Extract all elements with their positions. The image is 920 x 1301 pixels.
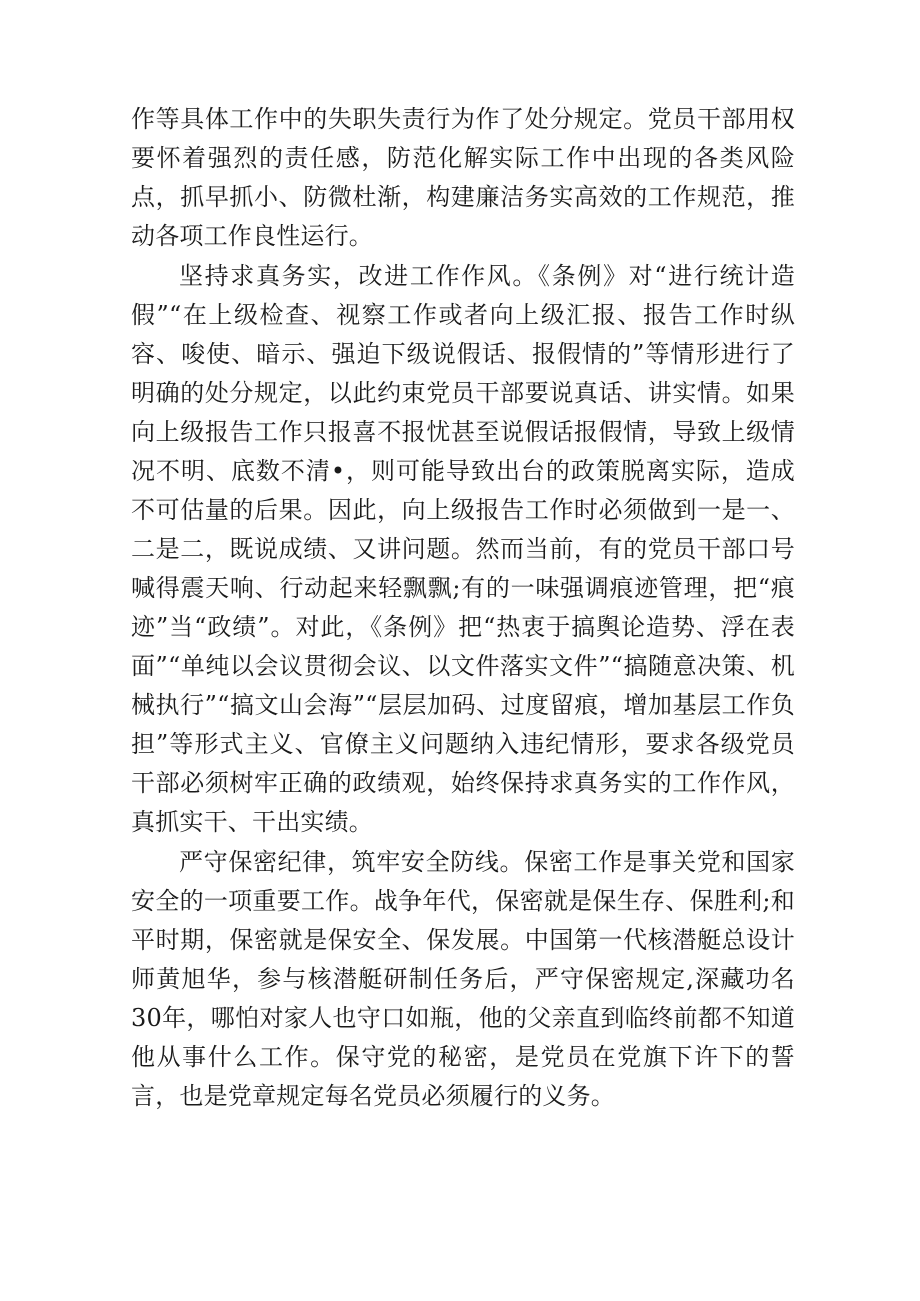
paragraph-continued: 作等具体工作中的失职失责行为作了处分规定。党员干部用权要怀着强烈的责任感，防范化解实际工作中出现的各类风险点，抓早抓小、防微杜渐，构建廉洁务实高效的工作规范，推动各项工作良性运行。: [131, 105, 795, 250]
paragraph-confidentiality: 严守保密纪律，筑牢安全防线。保密工作是事关党和国家安全的一项重要工作。战争年代，保密就是保生存、保胜利;和平时期，保密就是保安全、保发展。中国第一代核潜艇总设计师黄旭华，参与核潜艇研制任务后，严守保密规定,深藏功名30年，哪怕对家人也守口如瓶，他的父亲直到临终前都不知道他从事什么工作。保守党的秘密，是党员在党旗下许下的誓言，也是党章规定每名党员必须履行的义务。: [131, 848, 795, 1110]
document-body: [131, 100, 795, 1116]
paragraph-work-style: 坚持求真务实，改进工作作风。《条例》对“进行统计造假”“在上级检查、视察工作或者向上级汇报、报告工作时纵容、唆使、暗示、强迫下级说假话、报假情的”等情形进行了明确的处分规定，以此约束党员干部要说真话、讲实情。如果向上级报告工作只报喜不报忧甚至说假话报假情，导致上级情况不明、底数不清•，则可能导致出台的政策脱离实际，造成不可估量的后果。因此，向上级报告工作时必须做到一是一、二是二，既说成绩、又讲问题。然而当前，有的党员干部口号喊得震天响、行动起来轻飘飘;有的一味强调痕迹管理，把“痕迹”当“政绩”。对此，《条例》把“热衷于搞舆论造势、浮在表面”“单纯以会议贯彻会议、以文件落实文件”“搞随意决策、机械执行”“搞文山会海”“层层加码、过度留痕，增加基层工作负担”等形式主义、官僚主义问题纳入违纪情形，要求各级党员干部必须树牢正确的政绩观，始终保持求真务实的工作作风，真抓实干、干出实绩。: [131, 262, 795, 836]
